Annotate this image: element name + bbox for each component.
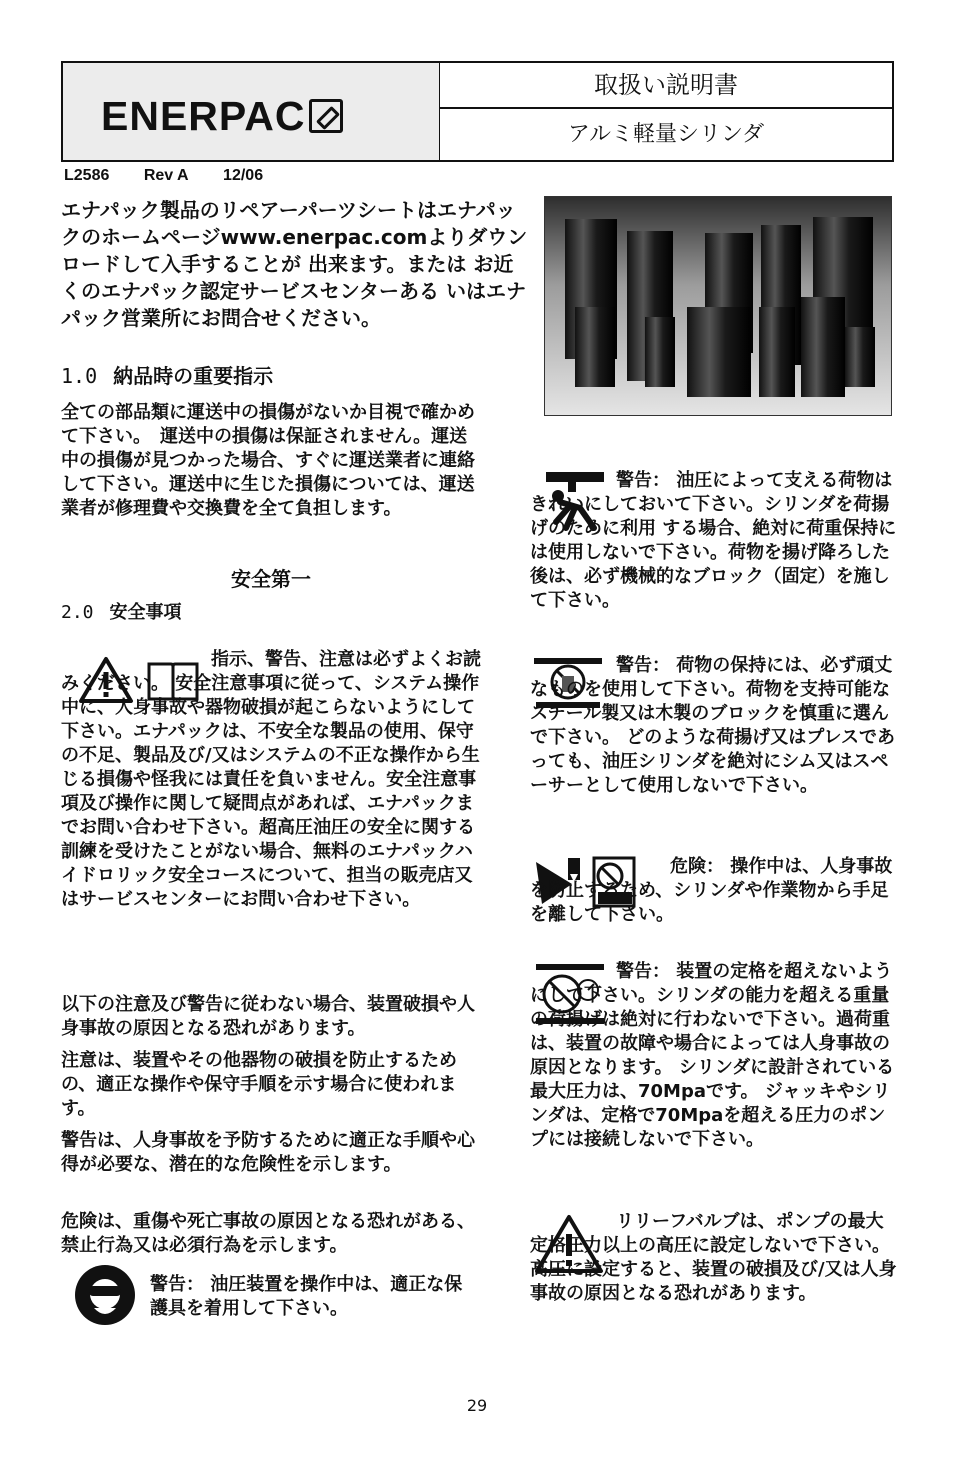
warning-load-support: 警告： 油圧によって支える荷物はきれいにしておいて下さい。シリンダを荷揚げのために利用 する場合、絶対に荷重保持には使用しないで下さい。荷物を揚げ降ろした後は、必ず機械的なブロック（固定）を施して下さい。 — [530, 470, 897, 611]
logo-mark-icon — [309, 99, 343, 133]
safety-goggles-icon — [74, 1264, 136, 1326]
cylinders-product-photo — [544, 196, 892, 416]
cylinders-illustration — [545, 197, 892, 416]
section-2-heading — [61, 598, 182, 624]
safety-first-heading: 安全第一 — [231, 567, 311, 591]
document-header — [61, 61, 894, 162]
warning-definition: 警告は、人身事故を予防するために適正な手順や心得が必要な、潜在的な危険性を示します。 — [61, 1130, 475, 1175]
document-title: 取扱い説明書 — [440, 63, 892, 109]
logo-cell — [63, 63, 440, 160]
section-title: 納品時の重要指示 — [113, 364, 274, 388]
doc-number: L2586 — [64, 167, 110, 184]
notice-paragraph: 以下の注意及び警告に従わない場合、装置破損や人身事故の原因となる恐れがあります。 — [61, 994, 475, 1039]
warning-load-blocking: 警告： 荷物の保持には、必ず頑丈なものを使用して下さい。荷物を支持可能なスチール製又は木製のブロックを慎重に選んで下さい。 どのような荷揚げ又はプレスであっても、油圧シリンダを絶対にシム又はスペーサーとして使用しないで下さい。 — [530, 655, 896, 796]
danger-hands-clear: 危険： 操作中は、人身事故を防止するため、シリンダや作業物から手足を離して下さい。 — [530, 856, 893, 925]
caution-definition: 注意は、装置やその他器物の破損を防止するための、適正な操作や保守手順を示す場合に使われます。 — [61, 1050, 457, 1119]
brand-name: ENERPAC — [101, 93, 306, 139]
safety-intro-paragraph: 指示、警告、注意は必ずよくお読みください。 安全注意事項に従って、システム操作中に、人身事故や器物破損が起こらないようにして下さい。エナパックは、不安全な製品の使用、保守の不足、製品及び/又はシステムの不正な操作から生じる損傷や怪我には責任を負いません。安全注意事項及び操作に関して疑問点があれば、エナパックまでお問い合わせ下さい。超高圧油圧の安全に関する訓練を受けたことがない場合、無料のエナパックハイドロリック安全コースについて、担当の販売店又はサービスセンターにお問い合わせ下さい。 — [61, 649, 481, 910]
section-number: 1.0 — [61, 364, 98, 388]
section-title: 安全事項 — [109, 602, 182, 623]
document-meta — [64, 167, 293, 185]
enerpac-logo — [101, 93, 343, 140]
warning-overload: 警告： 装置の定格を超えないようにして下さい。シリンダの能力を超える重量の荷揚げは絶対に行わないで下さい。過荷重は、装置の故障や場合によっては人身事故の原因となります。 シリンダに設計されている最大圧力は、70Mpaです。 ジャッキやシリンダは、定格で70Mpaを超える圧力のポンプには接続しないで下さい。 — [530, 961, 895, 1150]
date: 12/06 — [223, 167, 264, 184]
section-1-body: 全ての部品類に運送中の損傷がないか目視で確かめて下さい。 運送中の損傷は保証されません。運送中の損傷が見つかった場合、すぐに運送業者に連絡して下さい。運送中に生じた損傷については、運送業者が修理費や交換費を全て負担します。 — [61, 402, 475, 519]
relief-valve-warning: リリーフバルブは、ポンプの最大定格圧力以上の高圧に設定しないで下さい。 高圧に設定すると、装置の破損及び/又は人身事故の原因となる恐れがあります。 — [530, 1211, 897, 1304]
danger-definition: 危険は、重傷や死亡事故の原因となる恐れがある、禁止行為又は必須行為を示します。 — [61, 1211, 475, 1256]
protective-gear-warning: 警告： 油圧装置を操作中は、適正な保護具を着用して下さい。 — [150, 1274, 463, 1319]
page-number: 29 — [466, 1396, 488, 1415]
intro-paragraph: エナパック製品のリペアーパーツシートはエナパックのホームページwww.enerpac.comよりダウンロードして入手することが 出来ます。または お近くのエナパック認定サービスセンターある いはエナパック営業所にお問合せください。 — [61, 198, 528, 330]
revision: Rev A — [143, 167, 189, 184]
section-number: 2.0 — [61, 602, 94, 623]
document-subtitle: アルミ軽量シリンダ — [567, 122, 765, 147]
section-1-heading — [61, 360, 273, 389]
